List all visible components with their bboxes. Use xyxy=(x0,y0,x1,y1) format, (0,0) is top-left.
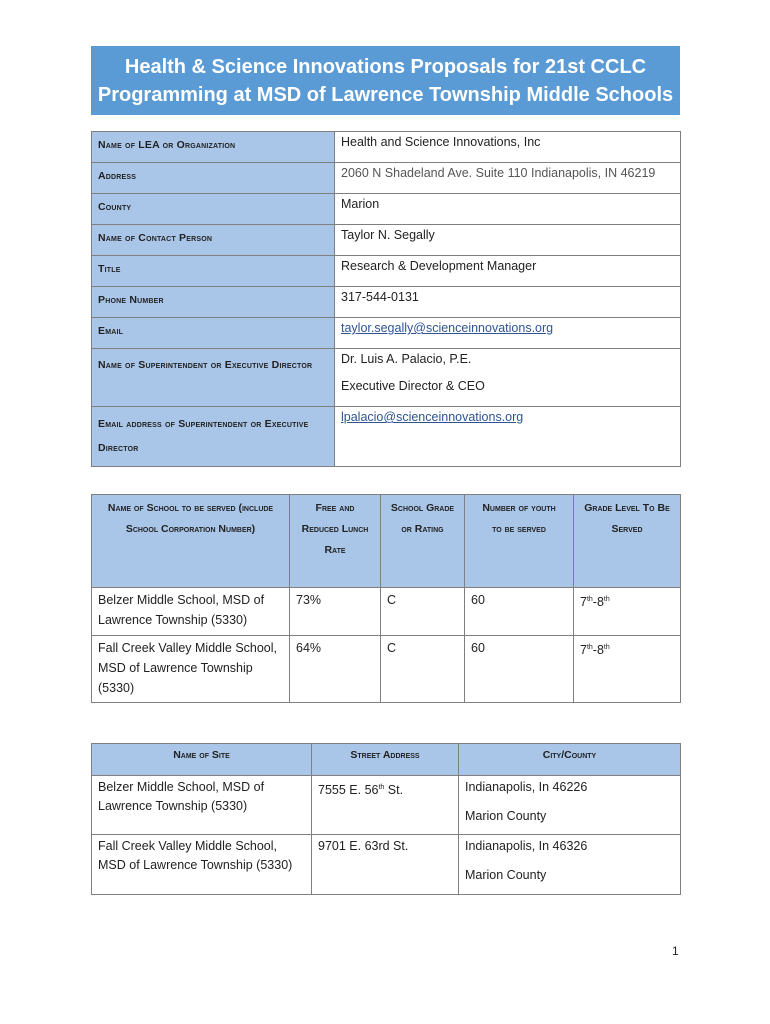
city-value: Indianapolis, In 46226 xyxy=(465,780,588,794)
school-table xyxy=(91,494,681,703)
site-table xyxy=(91,743,681,895)
title-line-2: Programming at MSD of Lawrence Township Middle Schools xyxy=(97,84,674,106)
header-school-name: Name of School to be served (include School Corporation Number) xyxy=(107,502,274,535)
superintendent-name-value: Dr. Luis A. Palacio, P.E. xyxy=(341,352,472,366)
document-title xyxy=(91,46,680,115)
header-street-address: Street Address xyxy=(350,749,420,761)
street-name: St. xyxy=(384,783,404,798)
table-row xyxy=(92,407,681,467)
header-lunch-rate: Free and Reduced Lunch Rate xyxy=(301,502,369,556)
title-value: Research & Development Manager xyxy=(341,259,537,273)
row-label: Address xyxy=(98,170,137,182)
street-address-cell xyxy=(312,835,458,858)
table-row xyxy=(92,132,681,163)
table-row xyxy=(92,256,681,287)
grade-start-suffix: th xyxy=(586,596,593,603)
grade-end: -8 xyxy=(592,595,604,610)
city-county-cell xyxy=(459,835,680,887)
school-grade-cell: C xyxy=(387,641,397,655)
grade-level-cell xyxy=(574,588,680,614)
site-name-cell: Belzer Middle School, MSD of Lawrence Township (5330) xyxy=(98,780,265,813)
table-row xyxy=(92,835,681,895)
organization-table xyxy=(91,131,681,467)
table-row xyxy=(92,349,681,407)
lunch-rate-cell: 73% xyxy=(296,593,322,607)
grade-level-cell xyxy=(574,636,680,662)
city-county-cell xyxy=(459,776,680,828)
grade-start: 7 xyxy=(580,595,587,610)
table-row xyxy=(92,287,681,318)
row-label: Name of Superintendent or Executive Director xyxy=(98,359,313,371)
row-label: Email address of Superintendent or Executive Director xyxy=(98,418,309,454)
header-grade-level: Grade Level To Be Served xyxy=(584,502,670,535)
phone-value: 317-544-0131 xyxy=(341,290,419,304)
superintendent-email-link[interactable]: lpalacio@scienceinnovations.org xyxy=(341,410,524,424)
header-site-name: Name of Site xyxy=(173,749,230,761)
title-line-1: Health & Science Innovations Proposals for 21st CCLC xyxy=(124,56,647,78)
street-number: 7555 E. 56 xyxy=(318,783,379,798)
site-name-cell: Fall Creek Valley Middle School, MSD of Lawrence Township (5330) xyxy=(98,839,293,872)
grade-start-suffix: th xyxy=(586,644,593,651)
contact-person-value: Taylor N. Segally xyxy=(341,228,435,242)
table-row xyxy=(92,225,681,256)
row-label: Name of Contact Person xyxy=(98,232,213,244)
grade-end-suffix: th xyxy=(603,644,610,651)
grade-end-suffix: th xyxy=(603,596,610,603)
table-header-row xyxy=(92,744,681,776)
table-row xyxy=(92,318,681,349)
row-label: Email xyxy=(98,325,124,337)
superintendent-title-value: Executive Director & CEO xyxy=(341,379,485,393)
youth-count-cell: 60 xyxy=(471,593,485,607)
table-row xyxy=(92,163,681,194)
street-suffix: th xyxy=(378,784,385,791)
school-name-cell: Belzer Middle School, MSD of Lawrence Township (5330) xyxy=(98,593,265,627)
row-label: County xyxy=(98,201,132,213)
header-city-county: City/County xyxy=(542,749,597,761)
page-number: 1 xyxy=(672,944,679,958)
table-header-row xyxy=(92,495,681,588)
county-value: Marion xyxy=(341,197,380,211)
address-value: 2060 N Shadeland Ave. Suite 110 Indianapolis, IN 46219 xyxy=(341,166,656,180)
table-row xyxy=(92,588,681,636)
county-value: Marion County xyxy=(465,809,547,823)
grade-end: -8 xyxy=(592,643,604,658)
youth-count-cell: 60 xyxy=(471,641,485,655)
city-value: Indianapolis, In 46326 xyxy=(465,839,588,853)
row-label: Title xyxy=(98,263,121,275)
email-link[interactable]: taylor.segally@scienceinnovations.org xyxy=(341,321,554,335)
row-label: Name of LEA or Organization xyxy=(98,139,236,151)
table-row xyxy=(92,194,681,225)
street-address-cell xyxy=(312,776,458,802)
org-name-value: Health and Science Innovations, Inc xyxy=(341,135,541,149)
table-row xyxy=(92,636,681,703)
school-name-cell: Fall Creek Valley Middle School, MSD of Lawrence Township (5330) xyxy=(98,641,278,695)
grade-start: 7 xyxy=(580,643,587,658)
county-value: Marion County xyxy=(465,868,547,882)
header-school-grade: School Grade or Rating xyxy=(390,502,455,535)
row-label: Phone Number xyxy=(98,294,164,306)
school-grade-cell: C xyxy=(387,593,397,607)
lunch-rate-cell: 64% xyxy=(296,641,322,655)
table-row xyxy=(92,776,681,835)
street-number: 9701 E. 63rd St. xyxy=(318,839,409,853)
header-number-youth: Number of youth to be served xyxy=(482,502,556,535)
